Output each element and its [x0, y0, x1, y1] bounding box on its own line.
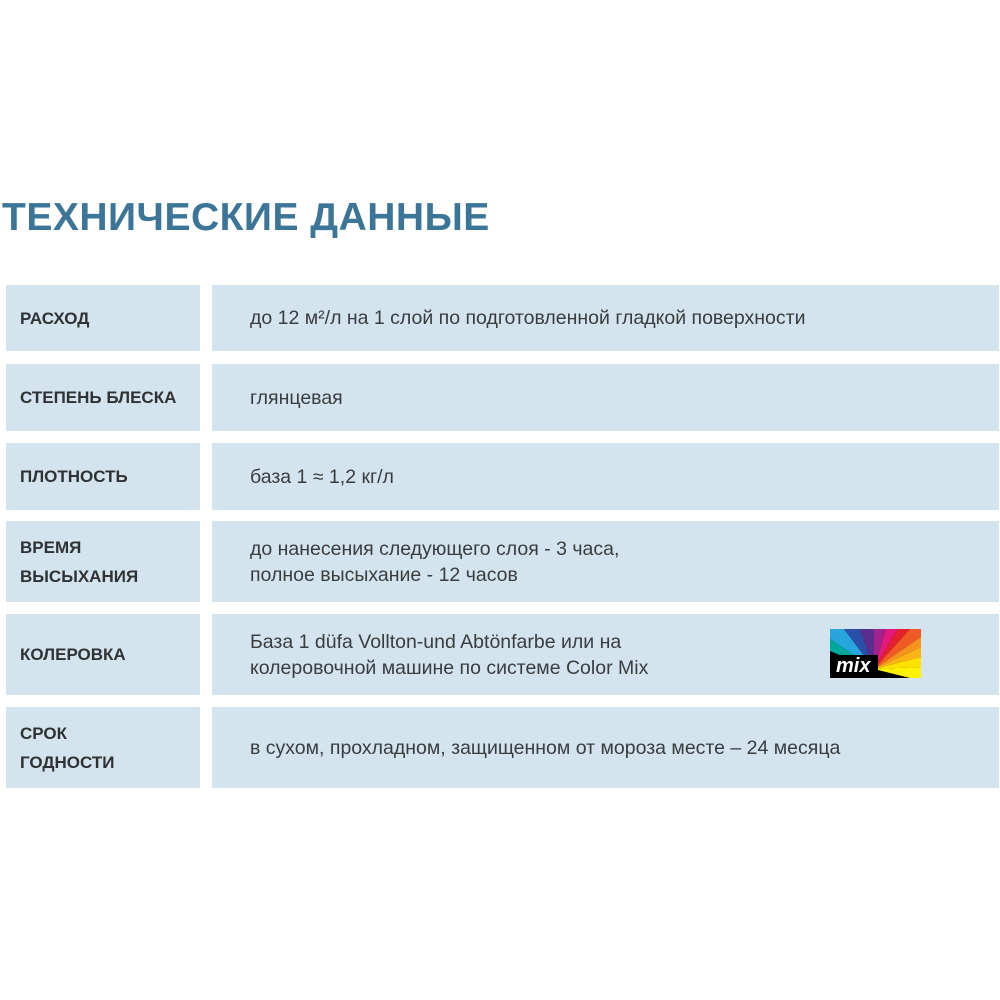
row-label: СРОК ГОДНОСТИ: [20, 723, 115, 772]
table-row: [0, 707, 1000, 788]
table-row: [0, 443, 1000, 510]
row-value: в сухом, прохладном, защищенном от мороза месте – 24 месяца: [250, 736, 841, 759]
row-label: ПЛОТНОСТЬ: [20, 467, 128, 486]
table-row: [0, 364, 1000, 431]
table-row: [0, 285, 1000, 351]
logo-text: mix: [836, 655, 871, 677]
page-title: ТЕХНИЧЕСКИЕ ДАННЫЕ: [2, 196, 490, 239]
table-row: [0, 521, 1000, 602]
row-value-cell: [212, 521, 999, 602]
table-row: [0, 614, 1000, 695]
row-label: ВРЕМЯ ВЫСЫХАНИЯ: [20, 537, 139, 586]
row-label-cell: [6, 707, 200, 788]
row-label-cell: [6, 614, 200, 695]
row-value: глянцевая: [250, 386, 343, 409]
row-value-cell: [212, 707, 999, 788]
row-label-cell: [6, 443, 200, 510]
row-value: база 1 ≈ 1,2 кг/л: [250, 465, 394, 488]
row-label: КОЛЕРОВКА: [20, 645, 126, 664]
row-value-cell: [212, 443, 999, 510]
color-mix-logo-icon: [830, 629, 921, 678]
row-value-cell: [212, 285, 999, 351]
row-value-cell: [212, 364, 999, 431]
row-label: РАСХОД: [20, 308, 90, 328]
row-label: СТЕПЕНЬ БЛЕСКА: [20, 388, 177, 407]
row-label-cell: [6, 285, 200, 351]
row-value: до нанесения следующего слоя - 3 часа, полное высыхание - 12 часов: [250, 537, 620, 586]
row-value: до 12 м²/л на 1 слой по подготовленной гладкой поверхности: [250, 307, 806, 329]
row-value: База 1 düfa Vollton-und Abtönfarbe или на колеровочной машине по системе Color Mix: [250, 630, 649, 679]
row-label-cell: [6, 364, 200, 431]
row-label-cell: [6, 521, 200, 602]
row-value-cell: [212, 614, 999, 695]
